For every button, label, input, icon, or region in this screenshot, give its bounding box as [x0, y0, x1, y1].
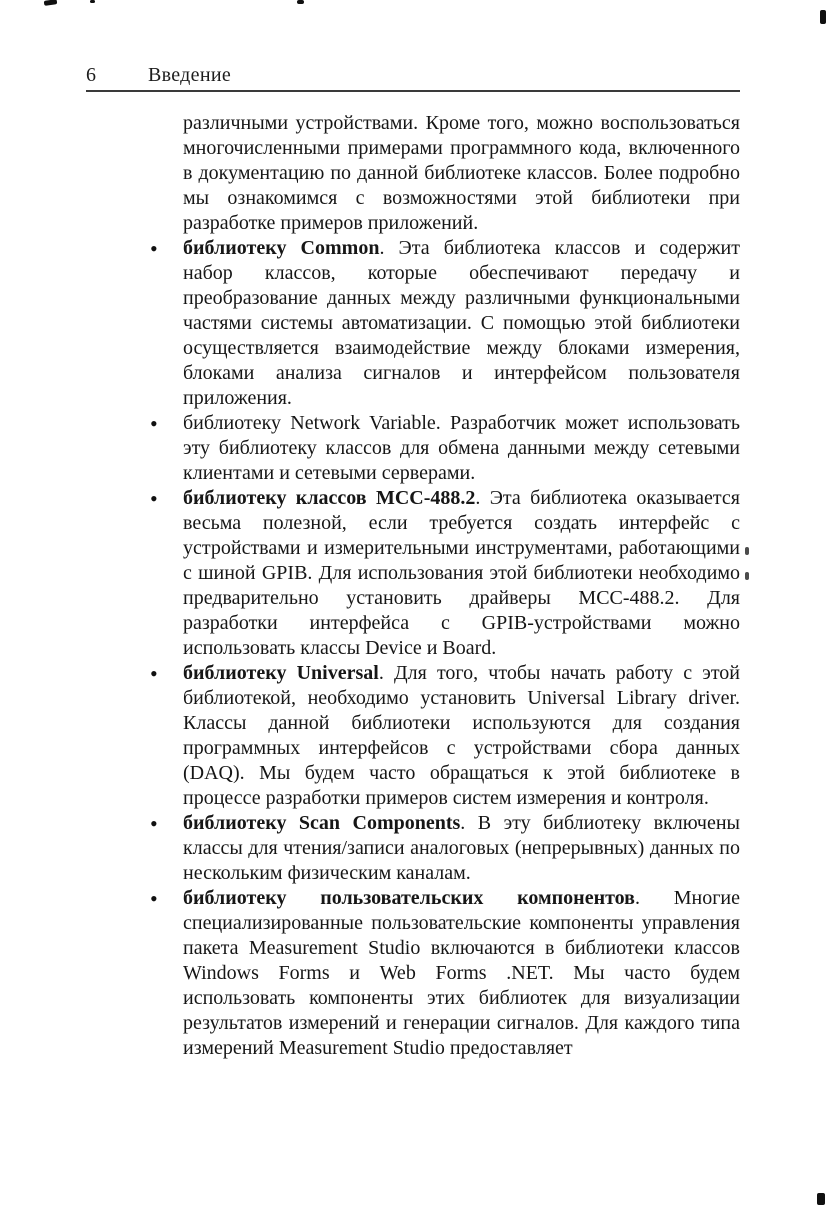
- page-header: [86, 64, 231, 87]
- library-name: библиотеку Universal: [183, 662, 379, 684]
- library-description: . Для того, чтобы начать работу с этой библиотекой, необходимо установить Universal Library driver. Классы данной библиотеки используются для создания программных интерфейсов с устройствами сбора данных (DAQ). Мы будем часто обращаться к этой библиотеке в процессе разработки примеров систем измерения и контроля.: [183, 662, 740, 809]
- library-description: . Эта библиотека оказывается весьма полезной, если требуется создать интерфейс с устройствами и измерительными инструментами, работающими с шиной GPIB. Для использования этой библиотеки необходимо предварительно установить драйверы MCC-488.2. Для разработки интерфейса с GPIB-устройствами можно использовать классы Device и Board.: [183, 487, 740, 659]
- scan-artifact: [90, 0, 95, 3]
- library-name: библиотеку Network Variable: [183, 412, 436, 434]
- intro-paragraph: различными устройствами. Кроме того, можно воспользоваться многочисленными примерами программного кода, включенного в документацию по данной библиотеке классов. Более подробно мы ознакомимся с возможностями этой библиотеки при разработке примеров приложений.: [183, 112, 740, 234]
- scan-artifact: [817, 1193, 825, 1205]
- library-name: библиотеку Scan Components: [183, 812, 461, 834]
- bullet-icon: •: [150, 236, 158, 261]
- scan-artifact: [44, 0, 58, 6]
- scan-artifact: [745, 547, 749, 555]
- list-item: [150, 486, 740, 661]
- page-content: [150, 111, 740, 1061]
- library-name: библиотеку пользовательских компонентов: [183, 887, 635, 909]
- list-item: [150, 411, 740, 486]
- chapter-title: Введение: [148, 64, 232, 86]
- bullet-icon: •: [150, 886, 158, 911]
- bullet-icon: •: [150, 811, 158, 836]
- library-name: библиотеку классов MCC-488.2: [183, 487, 476, 509]
- scan-artifact: [297, 0, 304, 4]
- library-name: библиотеку Common: [183, 237, 380, 259]
- bullet-icon: •: [150, 486, 158, 511]
- list-item: [150, 236, 740, 411]
- scan-artifact: [820, 10, 826, 24]
- library-description: . Многие специализированные пользовательские компоненты управления пакета Measurement Studio включаются в библиотеки классов Windows Forms и Web Forms .NET. Мы часто будем использовать компоненты этих библиотек для визуализации результатов измерений и генерации сигналов. Для каждого типа измерений Measurement Studio предоставляет: [183, 887, 740, 1059]
- scan-artifact: [745, 572, 749, 580]
- library-list: [150, 236, 740, 1061]
- library-description: . Эта библиотека классов и содержит набор классов, которые обеспечивают передачу и преобразование данных между различными функциональными частями системы автоматизации. С помощью этой библиотеки осуществляется взаимодействие между блоками измерения, блоками анализа сигналов и интерфейсом пользователя приложения.: [183, 237, 740, 409]
- list-item: [150, 886, 740, 1061]
- bullet-icon: •: [150, 661, 158, 686]
- header-rule: [86, 90, 740, 92]
- list-item: [150, 811, 740, 886]
- library-description: . В эту библиотеку включены классы для чтения/записи аналоговых (непрерывных) данных по нескольким физическим каналам.: [183, 812, 740, 884]
- list-item: [150, 661, 740, 811]
- bullet-icon: •: [150, 411, 158, 436]
- library-description: . Разработчик может использовать эту библиотеку классов для обмена данными между сетевыми клиентами и сетевыми серверами.: [183, 412, 740, 484]
- page-number: 6: [86, 64, 97, 86]
